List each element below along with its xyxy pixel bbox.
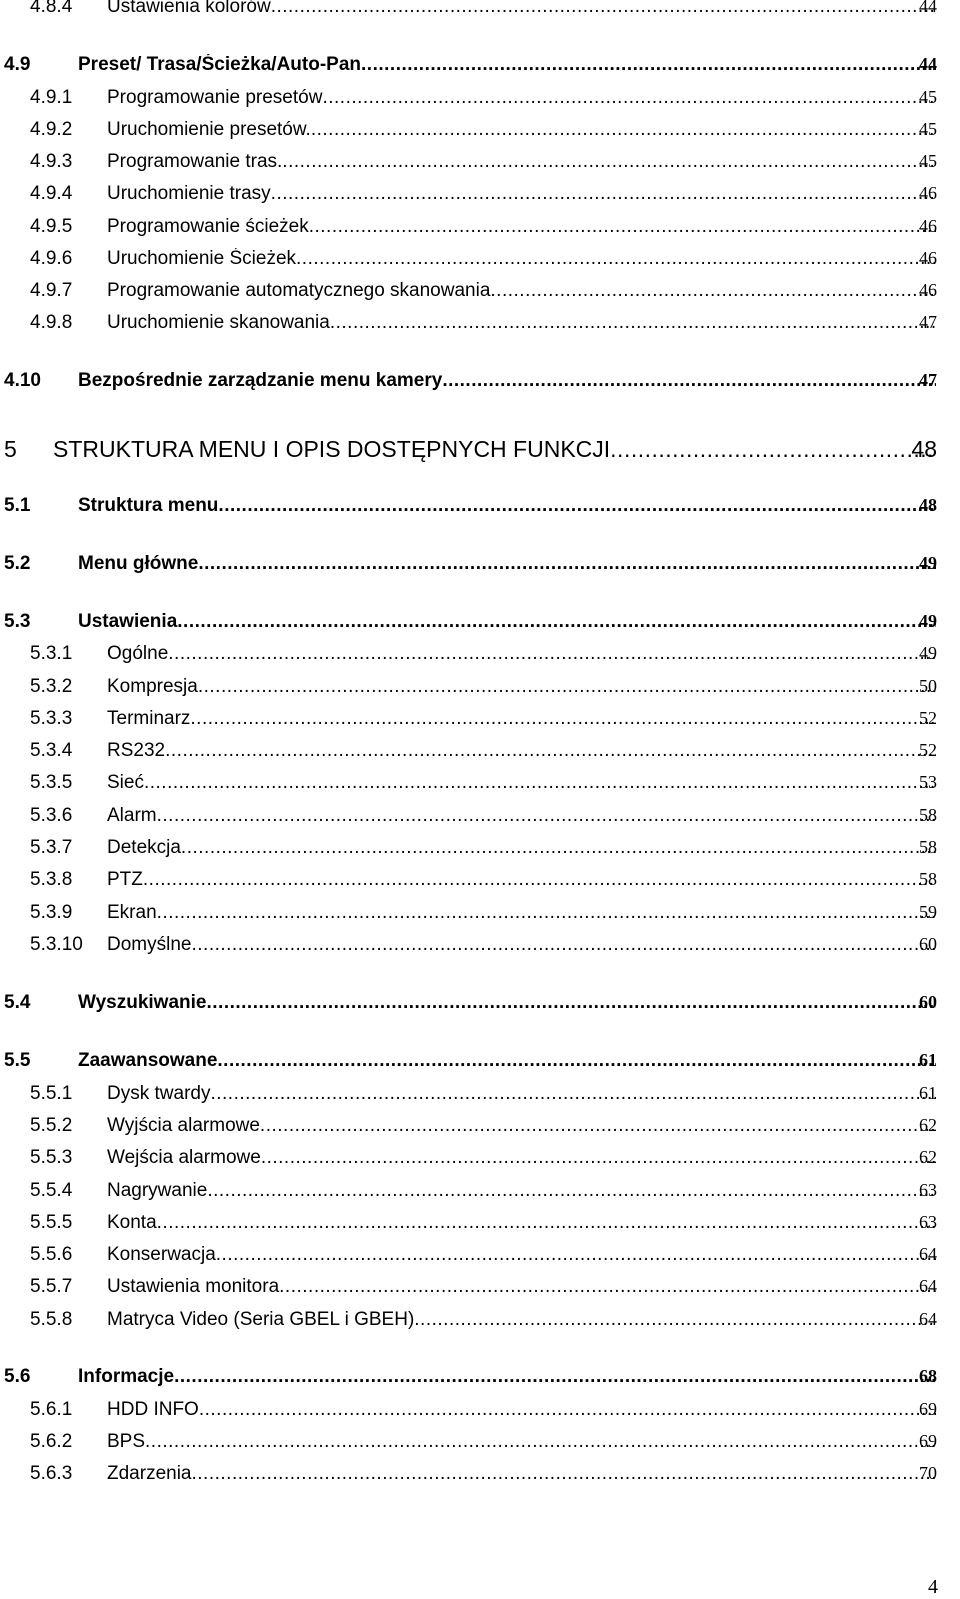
toc-entry-page: 45: [919, 151, 937, 171]
toc-entry-title: HDD INFO .....: [107, 1399, 936, 1421]
toc-entry-page: 46: [919, 280, 937, 300]
toc-entry-title: Programowanie presetów .....: [107, 87, 936, 109]
toc-entry-page: 59: [919, 902, 937, 922]
toc-entry-page: 58: [919, 869, 937, 889]
toc-entry-number: 5.5.3: [30, 1147, 73, 1168]
toc-entry-page: 64: [919, 1244, 937, 1264]
toc-entry-title: Domyślne .....: [107, 934, 936, 956]
toc-entry-title: Uruchomienie presetów. .....: [107, 119, 936, 141]
toc-entry-number: 5.3.6: [30, 805, 73, 826]
toc-entry-title: Zdarzenia .....: [107, 1463, 936, 1485]
toc-entry-page: 52: [919, 708, 937, 728]
toc-entry-title: Bezpośrednie zarządzanie menu kamery .....: [78, 370, 936, 392]
toc-entry-page: 50: [919, 676, 937, 696]
toc-entry-title: Uruchomienie trasy .....: [107, 183, 936, 205]
leader-dots: [260, 1115, 936, 1137]
toc-entry-number: 5.3.3: [30, 708, 73, 729]
toc-entry-page: 70: [919, 1463, 937, 1483]
toc-entry-number: 5.5: [4, 1050, 31, 1071]
leader-dots: [157, 805, 936, 827]
toc-entry-title: Ustawienia .....: [78, 611, 936, 633]
toc-entry-number: 4.8.4: [30, 0, 73, 17]
toc-entry-number: 5: [4, 436, 17, 462]
toc-entry-title: Konserwacja .....: [107, 1244, 936, 1266]
toc-entry-page: 46: [919, 183, 937, 203]
toc-entry-number: 5.3.4: [30, 740, 73, 761]
toc-entry-title: Ekran .....: [107, 902, 936, 924]
leader-dots: [145, 1431, 936, 1453]
toc-entry-number: 5.3.7: [30, 837, 73, 858]
leader-dots: [330, 312, 936, 334]
toc-entry-title: Preset/ Trasa/Ścieżka/Auto-Pan .....: [78, 54, 936, 76]
toc-entry-number: 5.5.6: [30, 1244, 73, 1265]
toc-entry-number: 5.5.8: [30, 1309, 73, 1330]
toc-entry-title: RS232 .....: [107, 740, 936, 762]
toc-entry-page: 47: [919, 370, 937, 390]
toc-entry-title: Konta .....: [107, 1212, 936, 1234]
toc-entry-page: 62: [919, 1115, 937, 1135]
toc-entry-title: Ustawienia kolorów .....: [107, 0, 936, 18]
toc-entry-title: Kompresja .....: [107, 676, 936, 698]
toc-entry-title: PTZ .....: [107, 869, 936, 891]
toc-entry-number: 4.9.1: [30, 87, 73, 108]
leader-dots: [311, 119, 936, 141]
toc-entry-title: Programowanie tras. .....: [107, 151, 936, 173]
toc-entry-page: 44: [919, 54, 937, 74]
leader-dots: [442, 370, 936, 392]
toc-entry-page: 47: [919, 312, 937, 332]
toc-entry-page: 44: [919, 0, 937, 16]
toc-entry-title: Wejścia alarmowe .....: [107, 1147, 936, 1169]
toc-entry-number: 5.3.8: [30, 869, 73, 890]
toc-entry-page: 64: [919, 1309, 937, 1329]
toc-entry-page: 48: [919, 495, 937, 515]
toc-entry-number: 5.3.2: [30, 676, 73, 697]
toc-entry-page: 69: [919, 1399, 937, 1419]
toc-entry-title: Detekcja .....: [107, 837, 936, 859]
toc-entry-number: 5.3.10: [30, 934, 83, 955]
leader-dots: [190, 708, 936, 730]
toc-entry-title: Matryca Video (Seria GBEL i GBEH) .....: [107, 1309, 936, 1331]
toc-entry-page: 52: [919, 740, 937, 760]
toc-entry-number: 5.3.5: [30, 772, 73, 793]
leader-dots: [206, 992, 936, 1014]
toc-entry-number: 5.5.2: [30, 1115, 73, 1136]
toc-entry-title: Ogólne .....: [107, 643, 936, 665]
leader-dots: [282, 151, 936, 173]
toc-entry-number: 4.9.3: [30, 151, 73, 172]
leader-dots: [177, 611, 936, 633]
toc-entry-title: Terminarz .....: [107, 708, 936, 730]
leader-dots: [181, 837, 936, 859]
leader-dots: [198, 676, 936, 698]
leader-dots: [217, 1050, 936, 1072]
toc-entry-number: 5.4: [4, 992, 31, 1013]
leader-dots: [610, 436, 936, 463]
toc-entry-page: 68: [919, 1366, 937, 1386]
leader-dots: [165, 740, 936, 762]
toc-entry-page: 60: [919, 934, 937, 954]
toc-entry-number: 5.5.5: [30, 1212, 73, 1233]
leader-dots: [157, 1212, 936, 1234]
leader-dots: [361, 54, 936, 76]
toc-entry-page: 46: [919, 216, 937, 236]
leader-dots: [174, 1366, 936, 1388]
toc-entry-page: 53: [919, 772, 937, 792]
toc-entry-number: 5.5.4: [30, 1180, 73, 1201]
toc-entry-title: Struktura menu .....: [78, 495, 936, 517]
toc-entry-number: 4.9.4: [30, 183, 73, 204]
toc-entry-number: 4.10: [4, 370, 41, 391]
leader-dots: [322, 87, 936, 109]
toc-entry-page: 62: [919, 1147, 937, 1167]
leader-dots: [144, 772, 936, 794]
toc-entry-title: Programowanie automatycznego skanowania .....: [107, 280, 936, 302]
toc-entry-title: Menu główne .....: [78, 553, 936, 575]
toc-entry-title: Nagrywanie .....: [107, 1180, 936, 1202]
toc-entry-page: 49: [919, 553, 937, 573]
toc-entry-title: Wyjścia alarmowe .....: [107, 1115, 936, 1137]
toc-entry-page: 61: [919, 1050, 937, 1070]
toc-entry-title: BPS .....: [107, 1431, 936, 1453]
toc-entry-page: 49: [919, 643, 937, 663]
toc-entry-page: 45: [919, 119, 937, 139]
toc-entry-number: 5.3.9: [30, 902, 73, 923]
toc-entry-number: 5.6.2: [30, 1431, 73, 1452]
toc-entry-title: Uruchomienie Ścieżek .....: [107, 248, 936, 270]
leader-dots: [490, 280, 936, 302]
toc-entry-page: 58: [919, 805, 937, 825]
toc-entry-page: 46: [919, 248, 937, 268]
toc-entry-title: Uruchomienie skanowania .....: [107, 312, 936, 334]
toc-entry-page: 49: [919, 611, 937, 631]
leader-dots: [218, 495, 936, 517]
toc-entry-title: Sieć .....: [107, 772, 936, 794]
leader-dots: [198, 553, 936, 575]
toc-entry-title: Informacje .....: [78, 1366, 936, 1388]
toc-entry-number: 4.9.6: [30, 248, 73, 269]
toc-entry-number: 4.9.5: [30, 216, 73, 237]
leader-dots: [157, 902, 936, 924]
toc-entry-title: Programowanie ścieżek .....: [107, 216, 936, 238]
toc-entry-page: 48: [911, 436, 937, 462]
toc-entry-page: 60: [919, 992, 937, 1012]
toc-entry-number: 5.5.1: [30, 1083, 73, 1104]
leader-dots: [309, 216, 936, 238]
page-number: 4: [928, 1576, 938, 1598]
leader-dots: [271, 183, 936, 205]
leader-dots: [216, 1244, 936, 1266]
toc-entry-page: 63: [919, 1212, 937, 1232]
toc-entry-number: 5.1: [4, 495, 31, 516]
leader-dots: [414, 1309, 936, 1331]
toc-entry-number: 5.5.7: [30, 1276, 73, 1297]
toc-entry-number: 4.9: [4, 54, 31, 75]
toc-entry-number: 5.6.1: [30, 1399, 73, 1420]
toc-entry-title: Zaawansowane .....: [78, 1050, 936, 1072]
toc-entry-page: 64: [919, 1276, 937, 1296]
toc-entry-page: 58: [919, 837, 937, 857]
leader-dots: [261, 1147, 936, 1169]
leader-dots: [199, 1399, 936, 1421]
toc-entry-number: 4.9.8: [30, 312, 73, 333]
toc-entry-number: 5.3.1: [30, 643, 73, 664]
toc-entry-number: 5.3: [4, 611, 31, 632]
toc-entry-page: 69: [919, 1431, 937, 1451]
leader-dots: [207, 1180, 936, 1202]
leader-dots: [210, 1083, 936, 1105]
toc-entry-page: 61: [919, 1083, 937, 1103]
toc-entry-page: 63: [919, 1180, 937, 1200]
leader-dots: [191, 934, 936, 956]
toc-entry-number: 5.6: [4, 1366, 31, 1387]
toc-entry-title: STRUKTURA MENU I OPIS DOSTĘPNYCH FUNKCJI .....: [53, 436, 936, 463]
toc-entry-title: Alarm .....: [107, 805, 936, 827]
toc-entry-number: 4.9.2: [30, 119, 73, 140]
leader-dots: [168, 643, 936, 665]
toc-entry-number: 5.2: [4, 553, 31, 574]
leader-dots: [192, 1463, 937, 1485]
toc-entry-title: Ustawienia monitora .....: [107, 1276, 936, 1298]
leader-dots: [296, 248, 936, 270]
toc-entry-page: 45: [919, 87, 937, 107]
toc-entry-number: 5.6.3: [30, 1463, 73, 1484]
leader-dots: [143, 869, 936, 891]
toc-entry-number: 4.9.7: [30, 280, 73, 301]
toc-entry-title: Dysk twardy .....: [107, 1083, 936, 1105]
leader-dots: [271, 0, 936, 18]
toc-entry-title: Wyszukiwanie .....: [78, 992, 936, 1014]
leader-dots: [279, 1276, 936, 1298]
